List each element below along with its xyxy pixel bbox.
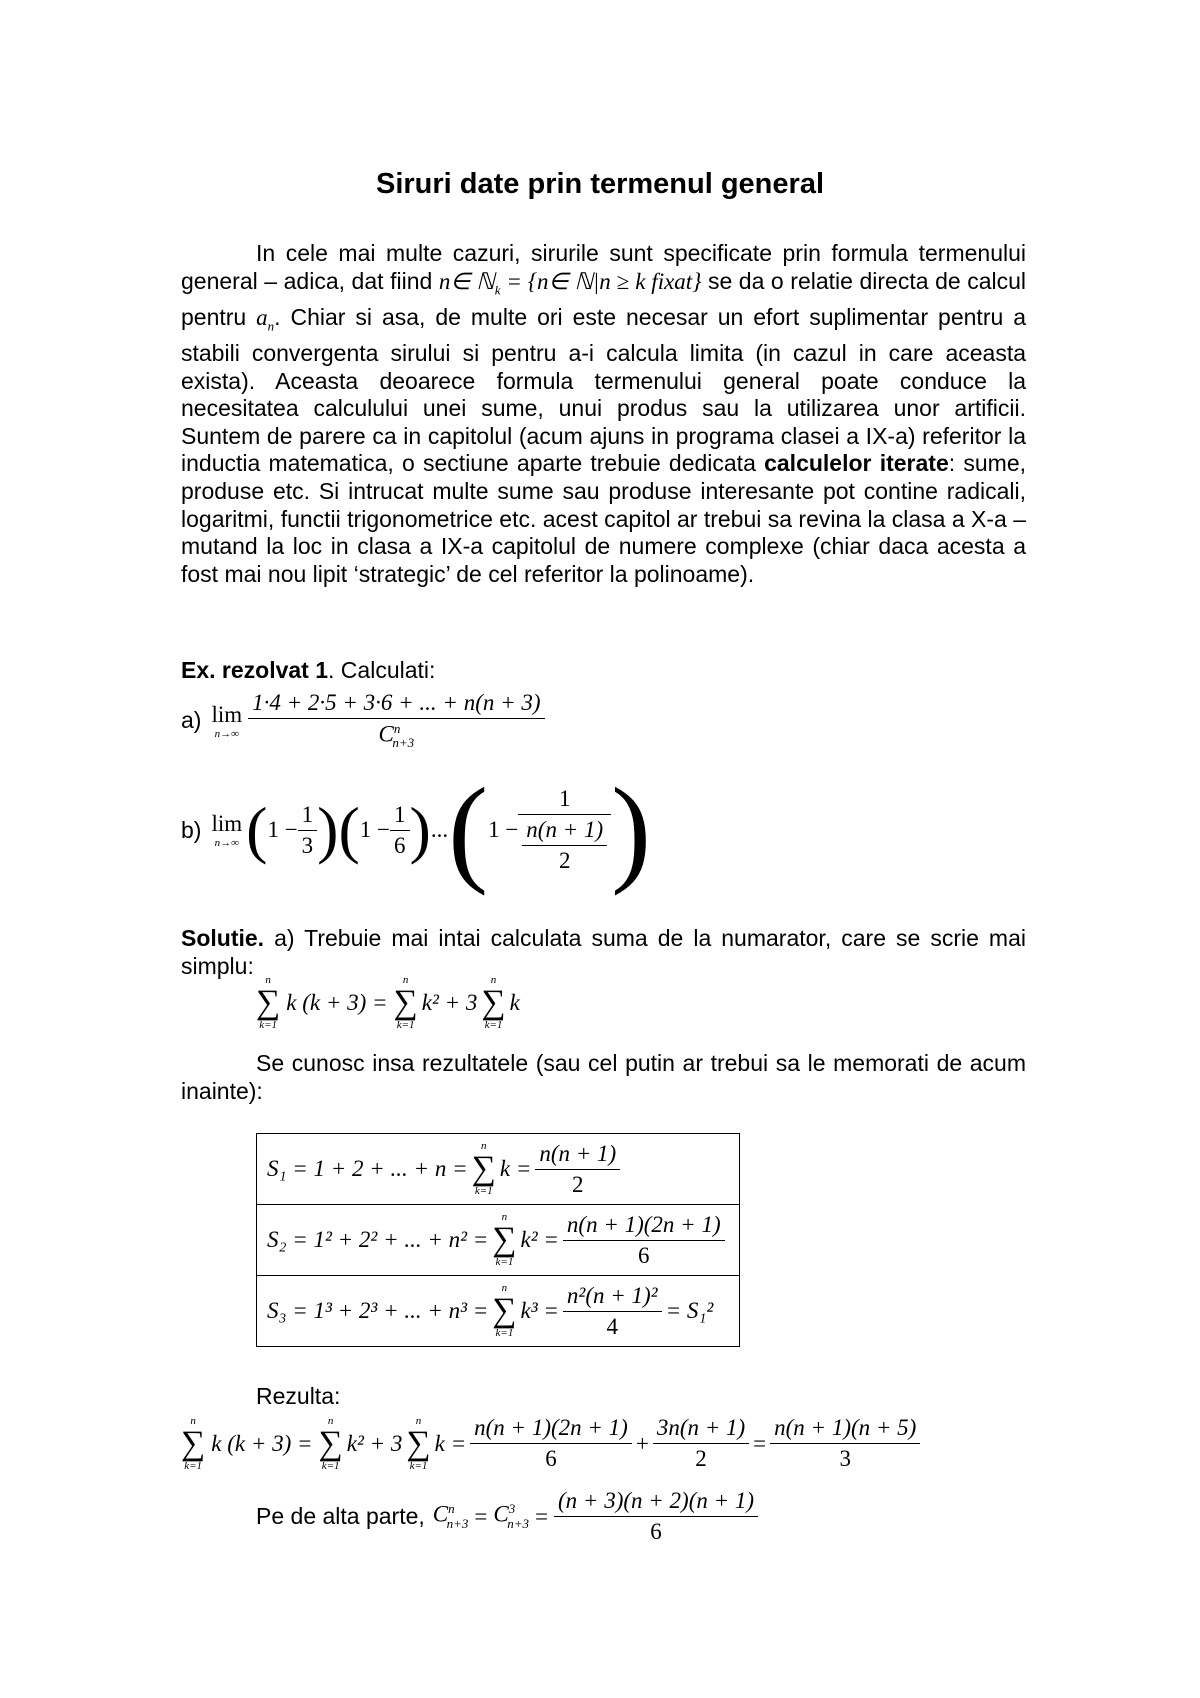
example-a-label: a) [181,707,202,734]
example-b-label: b) [181,816,202,843]
intro-text: In cele mai multe cazuri, sirurile sunt specificate prin formula termenului general – adica, dat fiind [181,240,1026,294]
formula-cell: S₂ = 1² + 2² + ... + n² = n ∑ k=1 k² = $\frac{n(n + 1)(2n + 1)}{6}$ [257,1205,740,1276]
example-a [181,690,545,751]
sum-symbol-3: n ∑ k=1 [481,974,506,1031]
known-results-text: Se cunosc insa rezultatele (sau cel putin ar trebui sa le memorati de acum inainte): [181,1050,1026,1104]
result-fraction-2: $\frac{3n(n + 1)}{2}$ [653,1415,749,1472]
fraction-one-sixth: $\frac{1}{6}$ [390,802,410,859]
result-equation: n ∑ k=1 k (k + 3) = n ∑ k=1 k² + 3 n ∑ k=1 k = $\frac{n(n + 1)(2n + 1)}{6}$ + $\frac{3n(n + 1)}{2}$ = $\frac{n(n + 1)(n + 5)}{3}$ [181,1415,920,1472]
sums-table [256,1133,740,1347]
solution-equation: n ∑ k=1 k (k + 3) = n ∑ k=1 k² + 3 n ∑ k=1 k [256,974,520,1031]
an-symbol: $a_n$ [256,304,275,334]
binomial-fraction: $\frac{(n + 3)(n + 2)(n + 1)}{6}$ [554,1488,758,1545]
sums-table-row [257,1205,740,1276]
fraction-one-third: $\frac{1}{3}$ [298,802,318,859]
limit-operator-b: lim n→∞ [211,811,243,849]
result-label: Rezulta: [256,1383,341,1409]
sums-table-row [257,1134,740,1205]
intro-text-2: se da o relatie directa de calcul pentru [181,267,1027,330]
page-title: Siruri date prin termenul general [376,168,824,200]
intro-text-4: : sume, produse etc. Si intrucat multe sume sau produse interesante pot contine radicali, logaritmi, functii trigonometrice etc. acest capitol ar trebui sa revina la clasa a X-a – mutand la loc in clasa a IX-a capitolul de numere complexe (chiar daca acesta a fost mai nou lipit ‘strategic’ de cel referitor la polinoame). [181,450,1026,587]
example-b: b) lim n→∞ ( 1 − $\frac{1}{3}$ )( 1 − $\frac{1}{6}$ ) ... ( 1 − $\frac{1}{\frac{n(n + 1)}{2}}$ ) [181,763,652,896]
binomial-line: Pe de alta parte, $C^n_{n+3}$ = $C^3_{n+3}$ = $\frac{(n + 3)(n + 2)(n + 1)}{6}$ [256,1488,758,1545]
example-a-fraction: $\frac{1\cdot 4 + 2\cdot 5 + 3\cdot 6 + ... + n(n + 3)}{C^n_{n+3}}$ [248,690,544,751]
limit-operator: lim n→∞ [211,701,243,740]
bold-term: calculelor iterate [764,450,949,477]
sums-table-row [257,1276,740,1347]
intro-text-3: . Chiar si asa, de multe ori este necesar un efort suplimentar pentru a stabili convergenta sirului si pentru a-i calcula limita (in cazul in care aceasta exista). Aceasta deoarece formula termenului general poate conduce la necesitatea calculului unei sume, unui produs sau la utilizarea unor artificii. Suntem de parere ca in capitolul (acum ajuns in programa clasei a IX-a) referitor la inductia matematica, o sectiune aparte trebuie dedicata [181,303,1026,477]
sum-symbol: n ∑ k=1 [256,974,281,1031]
formula-cell: S₃ = 1³ + 2³ + ... + n³ = n ∑ k=1 k³ = $\frac{\text{n²(n + 1)²}}{4}$ = S₁² [257,1276,740,1347]
result-fraction-3: $\frac{n(n + 1)(n + 5)}{3}$ [770,1415,920,1472]
example-heading: Ex. rezolvat 1. Calculati: [181,657,436,683]
formula-cell: S₁ = 1 + 2 + ... + n = n ∑ k=1 k = $\frac{n(n + 1)}{2}$ [257,1134,740,1205]
result-fraction-1: $\frac{n(n + 1)(2n + 1)}{6}$ [470,1415,632,1472]
intro-paragraph [181,240,1026,588]
sum-symbol-2: n ∑ k=1 [393,974,418,1031]
set-notation: n∈ ℕ$_k$ = {n∈ ℕ|n ≥ k fixat} [438,268,702,298]
solution-paragraph: Solutie. a) Trebuie mai intai calculata suma de la numarator, care se scrie mai simplu: [181,925,1026,979]
fraction-general-term: $\frac{1}{\frac{n(n + 1)}{2}}$ [518,786,611,874]
